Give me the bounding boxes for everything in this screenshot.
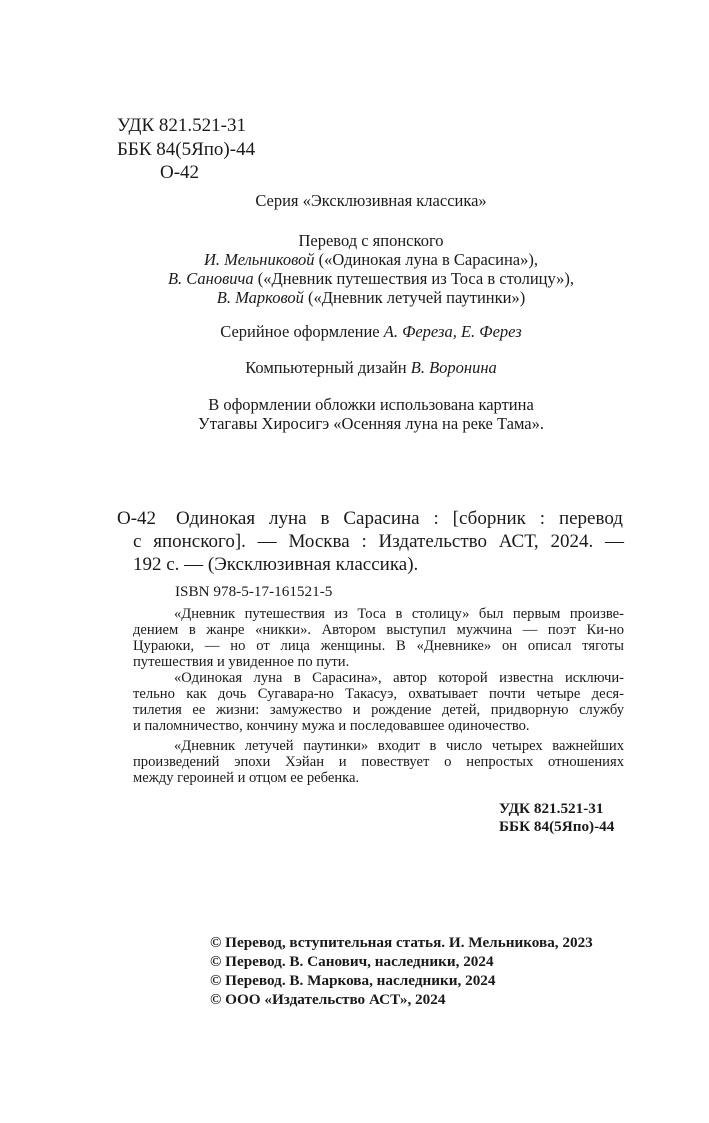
biblio-sign: О-42 <box>117 508 157 529</box>
series-line: Серия «Эксклюзивная классика» <box>255 191 487 210</box>
serial-design-label: Серийное оформление <box>220 322 384 341</box>
translated-work: («Одинокая луна в Сарасина»), <box>314 250 538 269</box>
translator-name: И. Мельниковой <box>204 250 315 269</box>
biblio-word: [сборник <box>452 508 526 529</box>
biblio-word: в <box>320 508 330 529</box>
biblio-word: : <box>433 508 439 529</box>
annotation-p1-line-2: дением в жанре «никки». Автором выступил мужчина — поэт Ки-но <box>133 622 624 638</box>
isbn: ISBN 978-5-17-161521-5 <box>175 583 333 600</box>
annotation-p1-line-3: Цураюки, — но от лица женщины. В «Дневнике» он описал тяготы <box>133 638 624 654</box>
biblio-line-2: с японского]. — Москва : Издательство АСТ, 2024. — <box>133 531 624 552</box>
biblio-line-1 <box>176 509 623 528</box>
biblio-word: Одинокая <box>176 508 256 529</box>
translator-line-2 <box>0 271 709 288</box>
annotation-bbk: ББК 84(5Япо)-44 <box>499 818 615 835</box>
annotation-p2-line-3: тилетия ее жизни: замужество и рождение детей, придворную службу <box>133 702 624 718</box>
annotation-p3-line-1: «Дневник летучей паутинки» входит в число четырех важнейших <box>174 738 624 754</box>
biblio-word: Сарасина <box>343 508 420 529</box>
translation-intro: Перевод с японского <box>298 231 444 250</box>
copyright-line-1: © Перевод, вступительная статья. И. Мельникова, 2023 <box>210 934 593 951</box>
biblio-word: перевод <box>558 508 623 529</box>
computer-design-name: В. Воронина <box>410 358 497 377</box>
biblio-line-3: 192 с. — (Эксклюзивная классика). <box>133 554 419 575</box>
translator-name: В. Сановича <box>167 269 254 288</box>
annotation-p1-line-4: путешествия и увиденное по пути. <box>133 654 350 670</box>
biblio-word: : <box>539 508 546 529</box>
copyright-line-2: © Перевод. В. Санович, наследники, 2024 <box>210 953 494 970</box>
serial-design-line <box>0 324 709 341</box>
biblio-word: луна <box>268 508 307 529</box>
computer-design-line <box>0 360 709 377</box>
computer-design-label: Компьютерный дизайн <box>245 358 411 377</box>
copyright-line-4: © ООО «Издательство АСТ», 2024 <box>210 991 446 1008</box>
translator-line-1 <box>0 252 709 269</box>
bbk-code: ББК 84(5Япо)-44 <box>117 139 256 160</box>
annotation-p3-line-3: между героиней и отцом ее ребенка. <box>133 770 360 786</box>
annotation-p2-line-4: и паломничество, кончину мужа и последовавшее одиночество. <box>133 718 530 734</box>
udk-code: УДК 821.521-31 <box>117 115 246 136</box>
annotation-udk: УДК 821.521-31 <box>499 800 604 817</box>
serial-design-names: А. Фереза, Е. Ферез <box>383 322 522 341</box>
translator-name: В. Марковой <box>216 288 304 307</box>
translator-line-3 <box>0 290 709 307</box>
annotation-p2-line-2: тельно как дочь Сугавара-но Такасуэ, охватывает почти четыре деся- <box>133 686 624 702</box>
annotation-p1-line-1: «Дневник путешествия из Тоса в столицу» был первым произве- <box>174 606 624 622</box>
translated-work: («Дневник летучей паутинки») <box>303 288 526 307</box>
cover-credit-line-2: Утагавы Хиросигэ «Осенняя луна на реке Тама». <box>198 414 544 433</box>
translated-work: («Дневник путешествия из Тоса в столицу»), <box>253 269 575 288</box>
author-sign: О-42 <box>160 162 200 183</box>
annotation-p2-line-1: «Одинокая луна в Сарасина», автор которой известна исключи- <box>174 670 624 686</box>
copyright-line-3: © Перевод. В. Маркова, наследники, 2024 <box>210 972 496 989</box>
annotation-p3-line-2: произведений эпохи Хэйан и повествует о непростых отношениях <box>133 754 624 770</box>
cover-credit-line-1: В оформлении обложки использована картина <box>208 395 534 414</box>
